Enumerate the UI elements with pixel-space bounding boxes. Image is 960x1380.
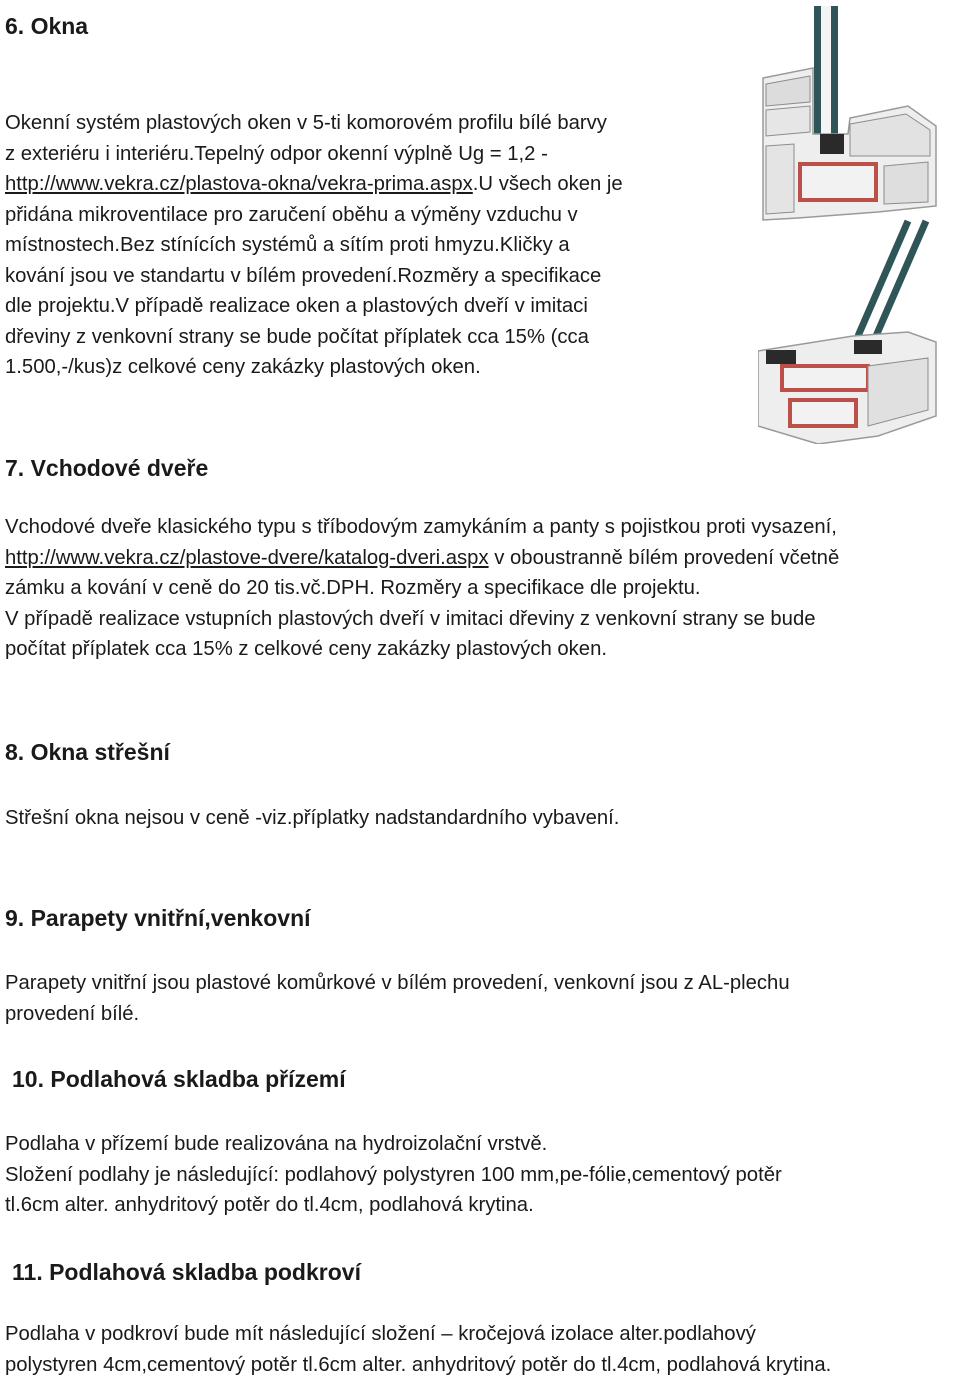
text-after-link: .U všech oken je (473, 173, 623, 195)
text-line: Okenní systém plastových oken v 5-ti komorovém profilu bílé barvy (5, 108, 623, 139)
section-text-parapety (5, 968, 790, 1029)
text-line: počítat příplatek cca 15% z celkové ceny zakázky plastových oken. (5, 634, 839, 665)
section-heading-okna: 6. Okna (5, 12, 88, 40)
glass-pane (814, 6, 821, 134)
text-line: Parapety vnitřní jsou plastové komůrkové v bílém provedení, venkovní jsou z AL-plechu (5, 968, 790, 999)
text-line: místnostech.Bez stínících systémů a sítím proti hmyzu.Kličky a (5, 230, 623, 261)
window-profile-image (758, 6, 938, 444)
text-line: V případě realizace vstupních plastových dveří v imitaci dřeviny z venkovní strany se bude (5, 604, 839, 635)
text-line: Střešní okna nejsou v ceně -viz.příplatky nadstandardního vybavení. (5, 803, 619, 834)
text-line: z exteriéru i interiéru.Tepelný odpor okenní výplně Ug = 1,2 - (5, 139, 623, 170)
text-line: tl.6cm alter. anhydritový potěr do tl.4cm, podlahová krytina. (5, 1190, 782, 1221)
section-heading-podlahova-skladba-podkrovi: 11. Podlahová skladba podkroví (12, 1258, 361, 1286)
section-text-okna (5, 108, 623, 383)
text-line (5, 543, 839, 574)
text-line: Složení podlahy je následující: podlahový polystyren 100 mm,pe-fólie,cementový potěr (5, 1160, 782, 1191)
glass-pane (831, 6, 838, 134)
text-line: 1.500,-/kus)z celkové ceny zakázky plastových oken. (5, 352, 623, 383)
section-text-okna-stresni (5, 803, 619, 834)
section-heading-podlahova-skladba-prizemi: 10. Podlahová skladba přízemí (12, 1065, 346, 1093)
text-line: kování jsou ve standartu v bílém provedení.Rozměry a specifikace (5, 261, 623, 292)
text-line: provedení bílé. (5, 999, 790, 1030)
text-line: polystyren 4cm,cementový potěr tl.6cm alter. anhydritový potěr do tl.4cm, podlahová krytina. (5, 1350, 831, 1380)
text-line: Vchodové dveře klasického typu s tříbodovým zamykáním a panty s pojistkou proti vysazení, (5, 512, 839, 543)
section-text-podlahova-skladba-prizemi (5, 1129, 782, 1221)
text-after-link: v oboustranně bílém provedení včetně (489, 547, 840, 569)
section-text-podlahova-skladba-podkrovi (5, 1319, 831, 1380)
text-line: dle projektu.V případě realizace oken a plastových dveří v imitaci (5, 291, 623, 322)
text-line: Podlaha v podkroví bude mít následující složení – kročejová izolace alter.podlahový (5, 1319, 831, 1350)
text-line: přidána mikroventilace pro zaručení oběhu a výměny vzduchu v (5, 200, 623, 231)
section-text-vchodove-dvere (5, 512, 839, 665)
vekra-prima-link[interactable]: http://www.vekra.cz/plastova-okna/vekra-prima.aspx (5, 173, 473, 195)
section-heading-okna-stresni: 8. Okna střešní (5, 738, 170, 766)
section-heading-vchodove-dvere: 7. Vchodové dveře (5, 454, 208, 482)
gasket (820, 134, 844, 154)
text-line (5, 169, 623, 200)
text-line: dřeviny z venkovní strany se bude počítat příplatek cca 15% (cca (5, 322, 623, 353)
vekra-katalog-dveri-link[interactable]: http://www.vekra.cz/plastove-dvere/katalog-dveri.aspx (5, 547, 489, 569)
text-line: Podlaha v přízemí bude realizována na hydroizolační vrstvě. (5, 1129, 782, 1160)
window-profile-cross-section-icon (758, 6, 936, 444)
section-heading-parapety: 9. Parapety vnitřní,venkovní (5, 904, 311, 932)
text-line: zámku a kování v ceně do 20 tis.vč.DPH. Rozměry a specifikace dle projektu. (5, 573, 839, 604)
